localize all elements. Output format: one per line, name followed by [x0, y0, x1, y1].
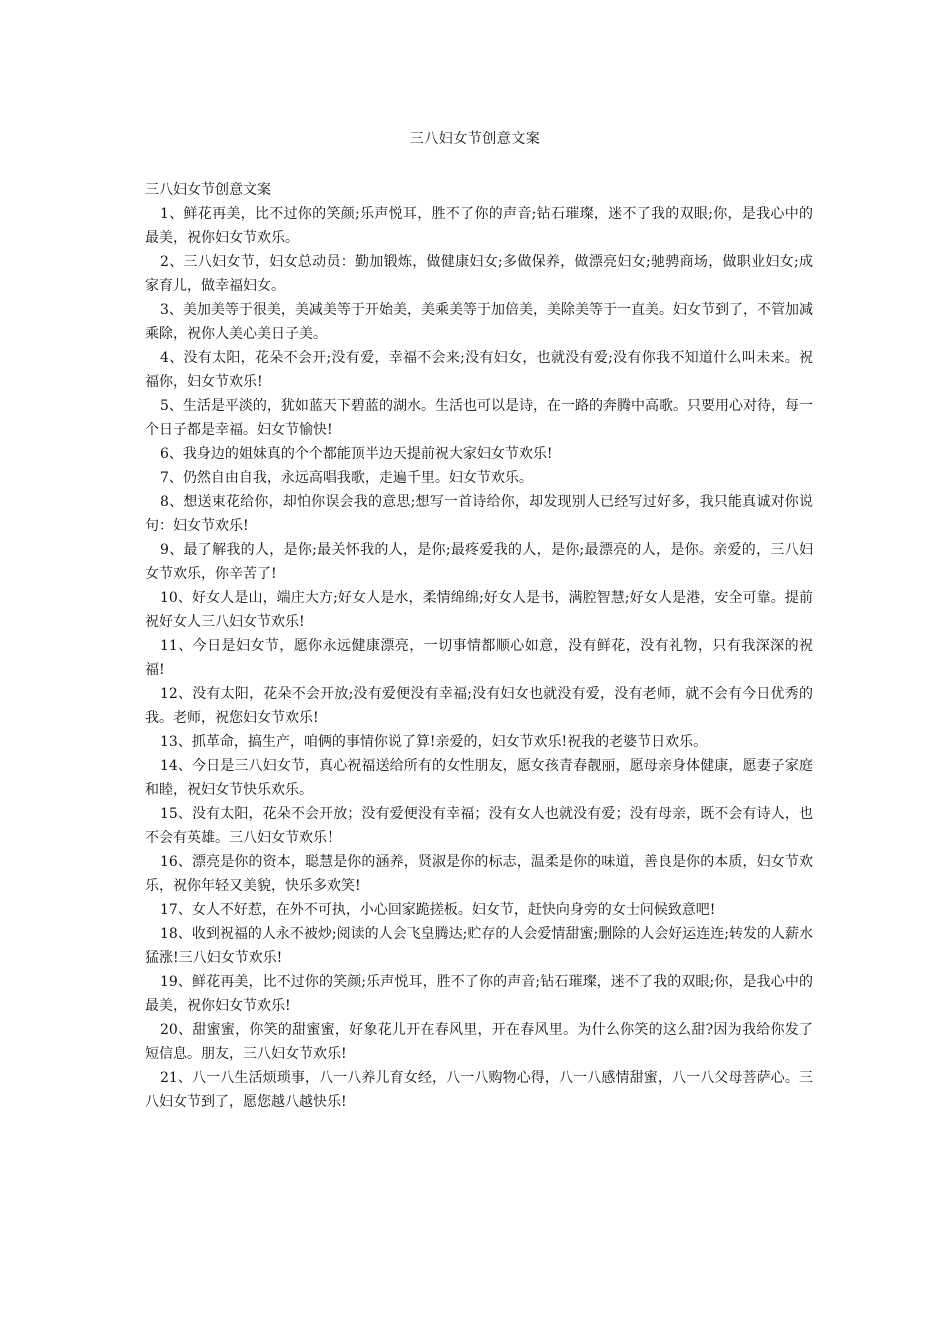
- list-item: 12、没有太阳，花朵不会开放;没有爱便没有幸福;没有妇女也就没有爱，没有老师，就不会有今日优秀的我。老师，祝您妇女节欢乐!: [145, 686, 813, 726]
- list-item: 15、没有太阳，花朵不会开放；没有爱便没有幸福；没有女人也就没有爱；没有母亲，既不会有诗人，也不会有英雄。三八妇女节欢乐！: [145, 806, 813, 846]
- list-item: 20、甜蜜蜜，你笑的甜蜜蜜，好象花儿开在春风里，开在春风里。为什么你笑的这么甜?因为我给你发了短信息。朋友，三八妇女节欢乐!: [145, 1022, 813, 1062]
- list-item: 1、鲜花再美，比不过你的笑颜;乐声悦耳，胜不了你的声音;钻石璀璨，迷不了我的双眼;你，是我心中的最美，祝你妇女节欢乐。: [145, 206, 813, 246]
- list-item: 18、收到祝福的人永不被炒;阅读的人会飞皇腾达;贮存的人会爱情甜蜜;删除的人会好运连连;转发的人薪水猛涨!三八妇女节欢乐!: [145, 926, 813, 966]
- list-item: 6、我身边的姐妹真的个个都能顶半边天提前祝大家妇女节欢乐!: [160, 446, 553, 462]
- list-item: 16、漂亮是你的资本，聪慧是你的涵养，贤淑是你的标志，温柔是你的味道，善良是你的本质，妇女节欢乐，祝你年轻又美貌，快乐多欢笑!: [145, 854, 813, 894]
- list-item: 2、三八妇女节，妇女总动员：勤加锻炼，做健康妇女;多做保养，做漂亮妇女;驰骋商场，做职业妇女;成家育儿，做幸福妇女。: [145, 254, 813, 294]
- list-item: 8、想送束花给你，却怕你误会我的意思;想写一首诗给你，却发现别人已经写过好多，我只能真诚对你说句：妇女节欢乐!: [145, 494, 813, 534]
- list-item: 9、最了解我的人，是你;最关怀我的人，是你;最疼爱我的人，是你;最漂亮的人，是你。亲爱的，三八妇女节欢乐，你辛苦了!: [145, 542, 813, 582]
- document-body: [145, 178, 813, 1114]
- list-item: 19、鲜花再美，比不过你的笑颜;乐声悦耳，胜不了你的声音;钻石璀璨，迷不了我的双眼;你，是我心中的最美，祝你妇女节欢乐!: [145, 974, 813, 1014]
- document-subtitle: 三八妇女节创意文案: [145, 182, 271, 198]
- list-item: 17、女人不好惹，在外不可执，小心回家跪搓板。妇女节，赶快向身旁的女士问候致意吧!: [160, 902, 716, 918]
- list-item: 11、今日是妇女节，愿你永远健康漂亮，一切事情都顺心如意，没有鲜花，没有礼物，只有我深深的祝福!: [145, 638, 813, 678]
- list-item: 3、美加美等于很美，美减美等于开始美，美乘美等于加倍美，美除美等于一直美。妇女节到了，不管加减乘除，祝你人美心美日子美。: [145, 302, 813, 342]
- list-item: 21、八一八生活烦琐事，八一八养儿育女经，八一八购物心得，八一八感情甜蜜，八一八父母菩萨心。三八妇女节到了，愿您越八越快乐!: [145, 1070, 813, 1110]
- list-item: 14、今日是三八妇女节，真心祝福送给所有的女性朋友，愿女孩青春靓丽，愿母亲身体健康，愿妻子家庭和睦，祝妇女节快乐欢乐。: [145, 758, 813, 798]
- document-title: 三八妇女节创意文案: [409, 131, 541, 147]
- list-item: 5、生活是平淡的，犹如蓝天下碧蓝的湖水。生活也可以是诗，在一路的奔腾中高歌。只要用心对待，每一个日子都是幸福。妇女节愉快!: [145, 398, 813, 438]
- list-item: 13、抓革命，搞生产，咱俩的事情你说了算!亲爱的，妇女节欢乐!祝我的老婆节日欢乐。: [160, 734, 708, 750]
- list-item: 7、仍然自由自我，永远高唱我歌，走遍千里。妇女节欢乐。: [160, 470, 533, 486]
- list-item: 10、好女人是山，端庄大方;好女人是水，柔情绵绵;好女人是书，满腔智慧;好女人是港，安全可靠。提前祝好女人三八妇女节欢乐!: [145, 590, 813, 630]
- list-item: 4、没有太阳，花朵不会开;没有爱，幸福不会来;没有妇女，也就没有爱;没有你我不知道什么叫未来。祝福你，妇女节欢乐!: [145, 350, 813, 390]
